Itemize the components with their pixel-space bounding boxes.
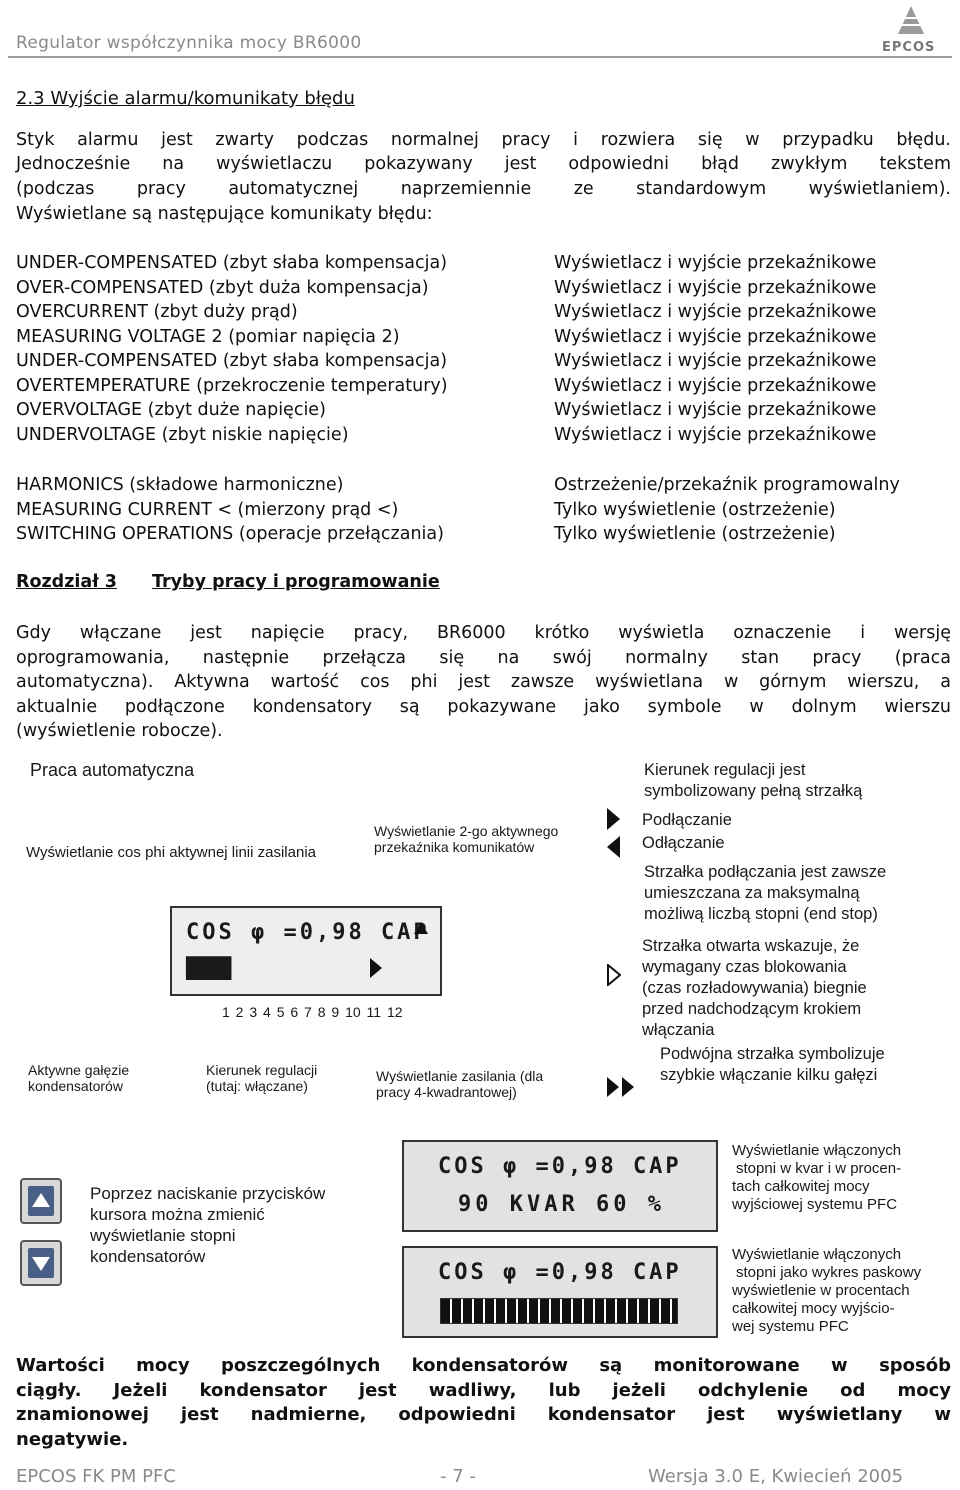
lcd-bargraph-top-row: COS φ =0,98 CAP (438, 1260, 682, 1285)
message-output: Wyświetlacz i wyjście przekaźnikowe (554, 302, 877, 322)
lcd-bottom-row: ████ (186, 956, 231, 980)
message-name: OVERVOLTAGE (zbyt duże napięcie) (16, 400, 326, 420)
note-kvar-line: wyjściowej systemu PFC (732, 1196, 898, 1213)
direction-up-arrow-icon (414, 922, 428, 934)
message-name: OVERTEMPERATURE (przekroczenie temperatury) (16, 376, 448, 396)
note-open-arrow-line: (czas rozładowywania) biegnie (642, 979, 867, 997)
message-name: UNDER-COMPENSATED (zbyt słaba kompensacja) (16, 253, 448, 273)
chapter-paragraph-line: aktualnie podłączone kondensatory są pokazywane jako symbole w dolnym wierszu (16, 697, 951, 717)
footer-right: Wersja 3.0 E, Kwiecień 2005 (648, 1466, 904, 1487)
note-bargraph-line: całkowitej mocy wyjścio- (732, 1300, 895, 1317)
intro-line: Styk alarmu jest zwarty podczas normalnej pracy i rozwiera się w przypadku błędu. (16, 130, 951, 150)
note-endstop-line: umieszczana za maksymalną (644, 884, 860, 902)
note-open-arrow-line: przed nadchodzącym krokiem (642, 1000, 862, 1018)
intro-line: Wyświetlane są następujące komunikaty błędu: (16, 204, 433, 224)
cursor-text-line: wyświetlanie stopni (90, 1226, 236, 1245)
lcd-bargraph-display (402, 1246, 718, 1338)
intro-line: Jednocześnie na wyświetlaczu pokazywany jest odpowiedni błąd zwykłym tekstem (16, 154, 951, 174)
footer-page-number: - 7 - (440, 1466, 476, 1487)
warning-output: Ostrzeżenie/przekaźnik programowalny (554, 475, 900, 495)
note-double-arrow-line: szybkie włączanie kilku gałęzi (660, 1066, 878, 1084)
note-direction-line: symbolizowany pełną strzałką (644, 782, 863, 800)
message-name: UNDERVOLTAGE (zbyt niskie napięcie) (16, 425, 349, 445)
warning-name: MEASURING CURRENT < (mierzony prąd <) (16, 500, 399, 520)
lcd-display (170, 906, 442, 996)
note-open-arrow-line: włączania (642, 1021, 715, 1039)
closing-line: ciągły. Jeżeli kondensator jest wadliwy, lub jeżeli odchylenie od mocy (16, 1380, 951, 1401)
label-branches-line: kondensatorów (28, 1078, 123, 1094)
message-output: Wyświetlacz i wyjście przekaźnikowe (554, 400, 877, 420)
logo-text: EPCOS (882, 40, 936, 55)
closing-line: Wartości mocy poszczególnych kondensatorów są monitorowane w sposób (16, 1355, 951, 1376)
note-kvar-line: stopni w kvar i w procen- (736, 1160, 902, 1177)
open-right-arrow-icon (607, 964, 621, 986)
note-bargraph-line: stopni jako wykres paskowy (736, 1264, 922, 1281)
label-relay-line: przekaźnika komunikatów (374, 839, 535, 855)
chapter-title: Tryby pracy i programowanie (152, 572, 440, 592)
warning-output: Tylko wyświetlenie (ostrzeżenie) (554, 524, 836, 544)
cursor-up-button[interactable] (20, 1178, 62, 1224)
chapter-heading: Rozdział 3 (16, 572, 117, 592)
message-output: Wyświetlacz i wyjście przekaźnikowe (554, 425, 877, 445)
filled-right-arrow-icon (607, 808, 620, 830)
header-divider (8, 56, 952, 58)
cursor-down-button[interactable] (20, 1240, 62, 1286)
warning-name: SWITCHING OPERATIONS (operacje przełączania) (16, 524, 444, 544)
closing-line: znamionowej jest nadmierne, odpowiedni kondensator jest wyświetlany w (16, 1404, 951, 1425)
lcd-kvar-bottom-row: 90 KVAR 60 % (458, 1192, 665, 1217)
message-output: Wyświetlacz i wyjście przekaźnikowe (554, 376, 877, 396)
note-kvar-line: Wyświetlanie włączonych (732, 1142, 902, 1159)
message-name: UNDER-COMPENSATED (zbyt słaba kompensacja) (16, 351, 448, 371)
note-open-arrow-line: wymagany czas blokowania (642, 958, 847, 976)
chapter-paragraph-line: Gdy włączane jest napięcie pracy, BR6000 krótko wyświetla oznaczenie i wersję (16, 623, 951, 643)
closing-line: negatywie. (16, 1429, 129, 1450)
note-bargraph-line: Wyświetlanie włączonych (732, 1246, 902, 1263)
label-relay-line: Wyświetlanie 2-go aktywnego (374, 823, 559, 839)
message-output: Wyświetlacz i wyjście przekaźnikowe (554, 351, 877, 371)
warning-name: HARMONICS (składowe harmoniczne) (16, 475, 344, 495)
warning-output: Tylko wyświetlenie (ostrzeżenie) (554, 500, 836, 520)
note-disconnect: Odłączanie (642, 834, 725, 852)
message-name: MEASURING VOLTAGE 2 (pomiar napięcia 2) (16, 327, 400, 347)
epcos-logo-icon (880, 4, 942, 44)
bargraph-fill (441, 1299, 677, 1323)
figure-title: Praca automatyczna (30, 760, 195, 780)
note-double-arrow-line: Podwójna strzałka symbolizuje (660, 1045, 885, 1063)
bargraph-track (440, 1298, 678, 1324)
filled-left-arrow-icon (607, 836, 620, 858)
lcd-top-row: COS φ =0,98 CAP (186, 920, 430, 945)
note-connect: Podłączanie (642, 811, 732, 829)
header-title: Regulator współczynnika mocy BR6000 (16, 33, 362, 53)
chapter-paragraph-line: (wyświetlenie robocze). (16, 721, 223, 741)
cursor-text-line: kondensatorów (90, 1247, 206, 1266)
chapter-paragraph-line: automatyczna). Aktywna wartość cos phi jest zawsze wyświetlana w górnym wierszu, a (16, 672, 951, 692)
message-output: Wyświetlacz i wyjście przekaźnikowe (554, 278, 877, 298)
figure-cursor-display (16, 1136, 956, 1342)
message-name: OVER-COMPENSATED (zbyt duża kompensacja) (16, 278, 429, 298)
note-open-arrow-line: Strzałka otwarta wskazuje, że (642, 937, 860, 955)
lcd-kvar-display (402, 1140, 718, 1232)
note-direction-line: Kierunek regulacji jest (644, 761, 806, 779)
label-supply-line: Wyświetlanie zasilania (dla (376, 1068, 544, 1084)
step-numbers: 1 2 3 4 5 6 7 8 9 10 11 12 (222, 1004, 403, 1020)
double-arrow-icon (607, 1076, 637, 1098)
note-bargraph-line: wyświetlenie w procentach (732, 1282, 910, 1299)
label-direction-line: Kierunek regulacji (206, 1062, 318, 1078)
lcd-kvar-top-row: COS φ =0,98 CAP (438, 1154, 682, 1179)
note-kvar-line: tach całkowitej mocy (732, 1178, 870, 1195)
message-output: Wyświetlacz i wyjście przekaźnikowe (554, 253, 877, 273)
section-title: 2.3 Wyjście alarmu/komunikaty błędu (16, 88, 355, 109)
cursor-text-line: kursora można zmienić (90, 1205, 265, 1224)
message-output: Wyświetlacz i wyjście przekaźnikowe (554, 327, 877, 347)
label-cosphi: Wyświetlanie cos phi aktywnej linii zasilania (26, 844, 316, 861)
epcos-logo (880, 4, 942, 56)
cursor-text-line: Poprzez naciskanie przycisków (90, 1184, 326, 1203)
up-arrow-icon (32, 1193, 50, 1207)
message-name: OVERCURRENT (zbyt duży prąd) (16, 302, 298, 322)
label-direction-line: (tutaj: włączane) (206, 1078, 308, 1094)
label-branches-line: Aktywne gałęzie (28, 1062, 130, 1078)
connect-arrow-icon (370, 958, 382, 978)
footer-left: EPCOS FK PM PFC (16, 1466, 176, 1487)
chapter-paragraph-line: oprogramowania, następnie przełącza się na swój normalny stan pracy (praca (16, 648, 951, 668)
note-endstop-line: możliwą liczbą stopni (end stop) (644, 905, 878, 923)
down-arrow-icon (32, 1257, 50, 1271)
intro-line: (podczas pracy automatycznej naprzemiennie ze standardowym wyświetlaniem). (16, 179, 951, 199)
note-bargraph-line: wej systemu PFC (732, 1318, 849, 1335)
figure-automatic-mode (20, 756, 950, 1116)
label-supply-line: pracy 4-kwadrantowej) (376, 1084, 517, 1100)
note-endstop-line: Strzałka podłączania jest zawsze (644, 863, 887, 881)
